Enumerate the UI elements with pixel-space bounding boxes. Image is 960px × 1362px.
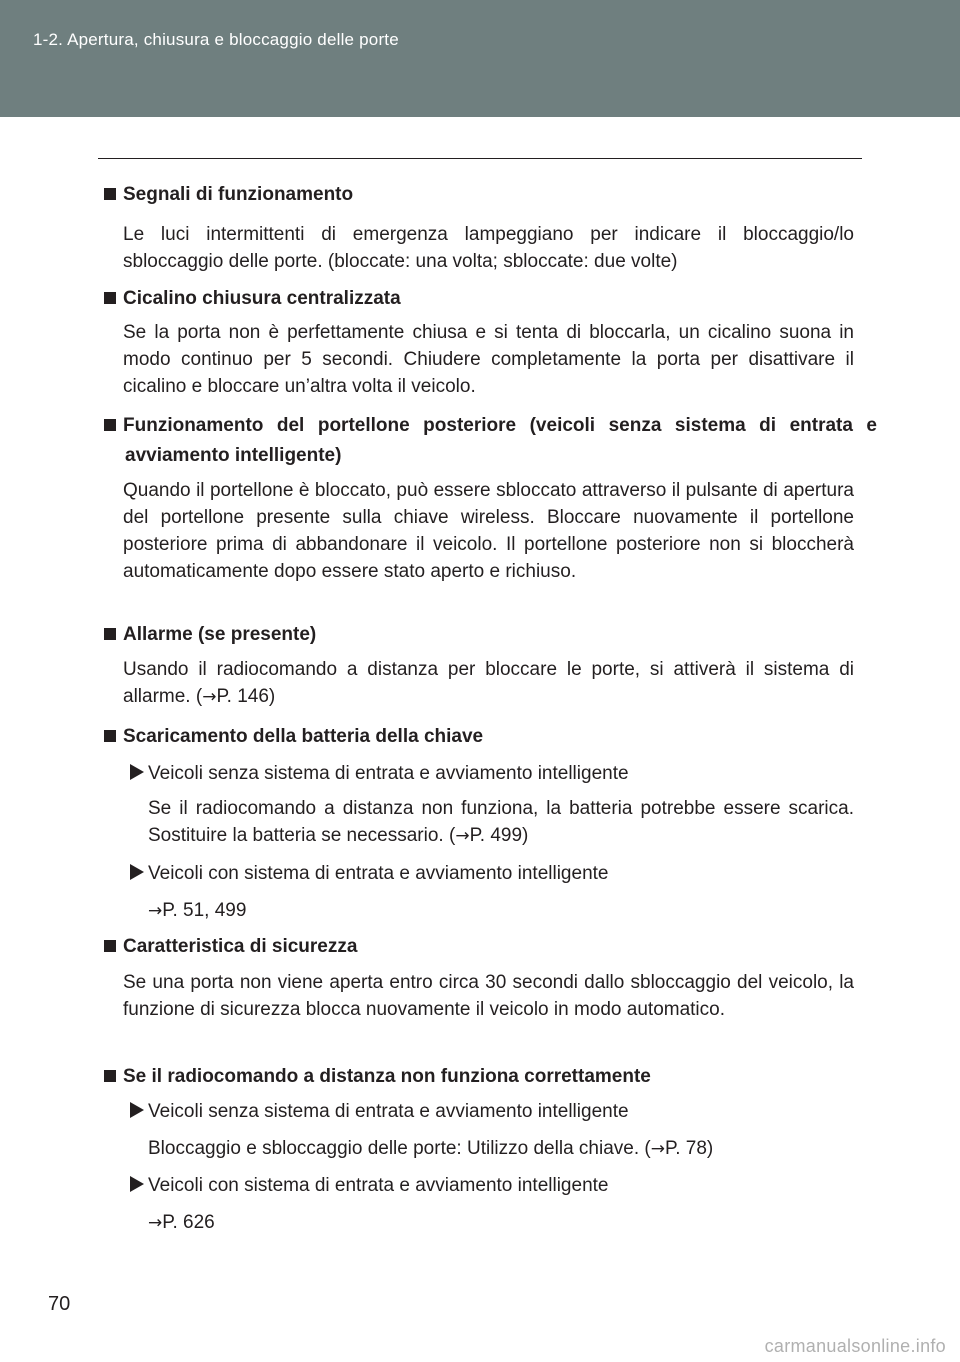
arrow-right-icon: → — [202, 687, 217, 707]
section-divider — [98, 158, 862, 159]
chapter-title: 1-2. Apertura, chiusura e bloccaggio delle porte — [33, 30, 399, 49]
bullet-square-icon — [104, 292, 116, 304]
triangle-bullet-icon — [130, 764, 144, 780]
section-title-tailgate: Funzionamento del portellone posteriore (veicoli senza sistema di entrata e avviamento intelligente) — [104, 411, 877, 471]
section-title-security: Caratteristica di sicurezza — [104, 932, 856, 962]
subsection-text-no-smart-entry: Se il radiocomando a distanza non funziona, la batteria potrebbe essere scarica. Sostituire la batteria se necessario. (→P. 499) — [148, 798, 854, 846]
section-text-tailgate: Quando il portellone è bloccato, può essere sbloccato attraverso il pulsante di apertura del portellone presente sulla chiave wireless. Bloccare nuovamente il portellone posteriore prima di abbandonare il veicolo. Il portellone posteriore non si bloccherà automaticamente dopo essere stato aperto e richiuso. — [123, 480, 854, 582]
bullet-square-icon — [104, 419, 116, 431]
arrow-right-icon: → — [455, 826, 470, 846]
bullet-square-icon — [104, 1070, 116, 1082]
subsection-heading-smart-entry: Veicoli con sistema di entrata e avviamento intelligente — [130, 1172, 856, 1199]
subsection-text-smart-entry: →P. 626 — [148, 1212, 215, 1233]
section-title-key-battery: Scaricamento della batteria della chiave — [104, 722, 856, 752]
bullet-square-icon — [104, 628, 116, 640]
subsection-heading-smart-entry: Veicoli con sistema di entrata e avviamento intelligente — [130, 860, 856, 887]
triangle-bullet-icon — [130, 1176, 144, 1192]
section-title-buzzer: Cicalino chiusura centralizzata — [104, 284, 856, 314]
bullet-square-icon — [104, 188, 116, 200]
watermark[interactable]: carmanualsonline.info — [764, 1336, 946, 1356]
section-text-buzzer: Se la porta non è perfettamente chiusa e si tenta di bloccarla, un cicalino suona in modo continuo per 5 secondi. Chiudere completamente la porta per disattivare il cicalino e bloccare un’altra volta il veicolo. — [123, 322, 854, 397]
subsection-text-no-smart-entry: Bloccaggio e sbloccaggio delle porte: Utilizzo della chiave. (→P. 78) — [148, 1138, 714, 1159]
arrow-right-icon: → — [650, 1139, 665, 1159]
subsection-heading-no-smart-entry: Veicoli senza sistema di entrata e avviamento intelligente — [130, 1098, 856, 1125]
bullet-square-icon — [104, 730, 116, 742]
section-title-remote-malfunction: Se il radiocomando a distanza non funziona correttamente — [104, 1062, 856, 1092]
section-text-signals: Le luci intermittenti di emergenza lampeggiano per indicare il bloccaggio/lo sbloccaggio delle porte. (bloccate: una volta; sbloccate: due volte) — [123, 224, 854, 272]
bullet-square-icon — [104, 940, 116, 952]
arrow-right-icon: → — [148, 1213, 163, 1233]
triangle-bullet-icon — [130, 864, 144, 880]
section-text-security: Se una porta non viene aperta entro circa 30 secondi dallo sbloccaggio del veicolo, la funzione di sicurezza blocca nuovamente il veicolo in modo automatico. — [123, 972, 854, 1020]
arrow-right-icon: → — [148, 901, 163, 921]
subsection-text-smart-entry: →P. 51, 499 — [148, 900, 247, 921]
triangle-bullet-icon — [130, 1102, 144, 1118]
section-title-signals: Segnali di funzionamento — [104, 180, 856, 210]
chapter-header — [0, 0, 960, 117]
page-number: 70 — [48, 1293, 71, 1315]
section-title-alarm: Allarme (se presente) — [104, 620, 856, 650]
subsection-heading-no-smart-entry: Veicoli senza sistema di entrata e avviamento intelligente — [130, 760, 856, 787]
section-text-alarm: Usando il radiocomando a distanza per bloccare le porte, si attiverà il sistema di allarme. (→P. 146) — [123, 659, 854, 707]
